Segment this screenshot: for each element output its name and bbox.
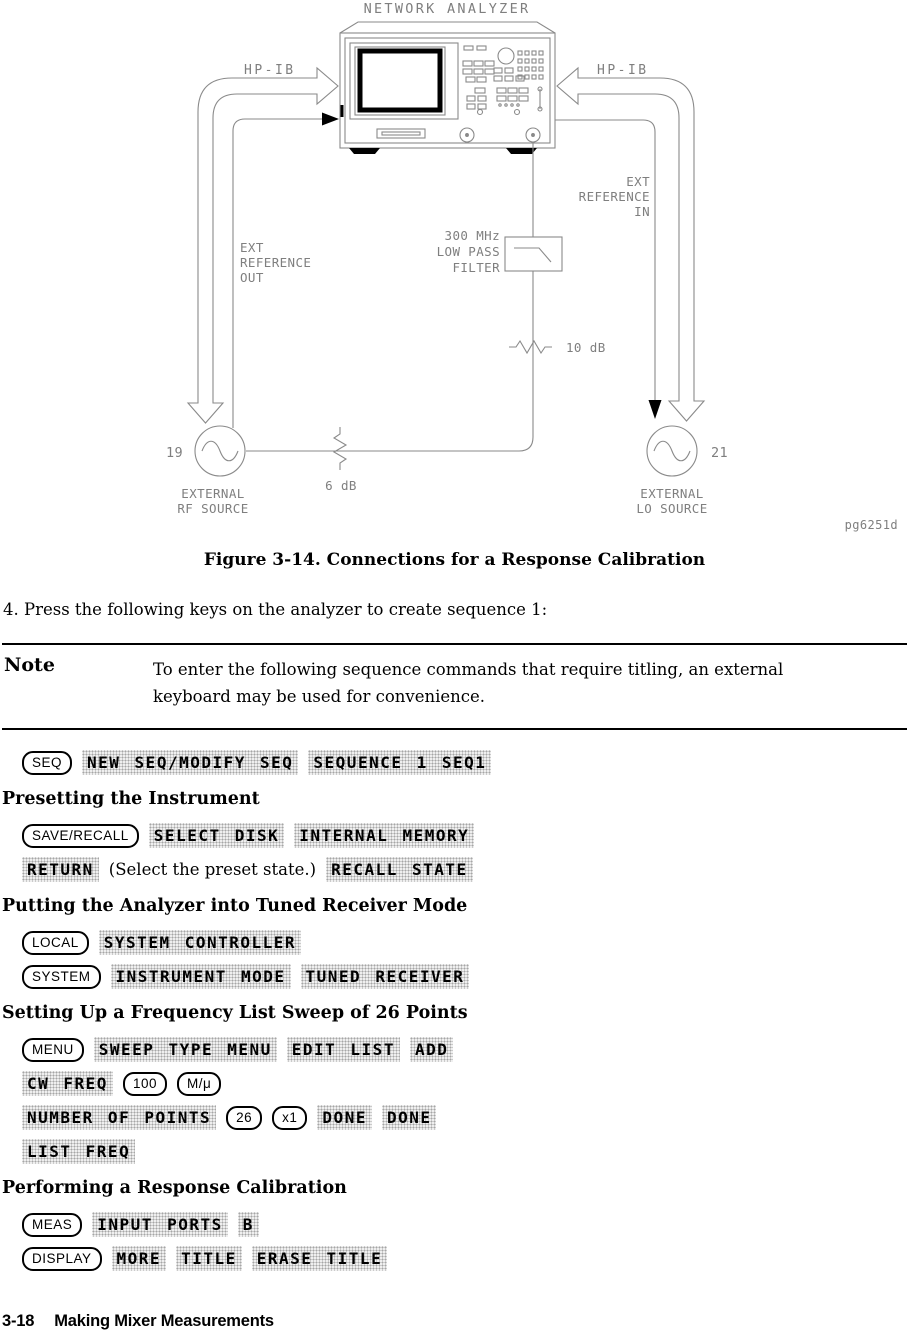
hardkey-system[interactable]: SYSTEM <box>22 965 101 989</box>
hardkey-m[interactable]: M/μ <box>177 1072 221 1096</box>
analyzer-top-face <box>340 22 555 33</box>
arrowhead-down <box>649 400 662 419</box>
softkey-tuned-receiver[interactable]: TUNED RECEIVER <box>301 964 470 989</box>
softkey-more[interactable]: MORE <box>112 1246 167 1271</box>
softkey-number-of-points[interactable]: NUMBER OF POINTS <box>22 1105 216 1130</box>
arrowhead-right <box>322 113 339 126</box>
low-pass-filter-box <box>505 237 562 271</box>
attenuator-6db-label: 6 dB <box>325 478 357 493</box>
note-line-1: To enter the following sequence commands that require titling, an external <box>153 660 784 679</box>
svg-text:REFERENCE: REFERENCE <box>578 189 650 204</box>
filter-label: 300 MHz <box>444 228 500 243</box>
svg-text:LO SOURCE: LO SOURCE <box>636 501 708 516</box>
disk-drive-slot <box>382 132 420 135</box>
disk-drive <box>377 129 425 138</box>
svg-text:LOW PASS: LOW PASS <box>436 244 500 259</box>
softkey-select-disk[interactable]: SELECT DISK <box>149 823 284 848</box>
step-4-text: 4. Press the following keys on the analyzer to create sequence 1: <box>3 600 548 619</box>
hardkey-seq[interactable]: SEQ <box>22 751 72 775</box>
section-heading-putting-the-analyzer-into-tuned-receiver-mode: Putting the Analyzer into Tuned Receiver Mode <box>2 896 468 917</box>
softkey-sweep-type-menu[interactable]: SWEEP TYPE MENU <box>94 1037 277 1062</box>
hpib-label-right: HP-IB <box>597 63 649 78</box>
softkey-done[interactable]: DONE <box>382 1105 437 1130</box>
svg-text:IN: IN <box>634 204 650 219</box>
note-box <box>2 643 907 730</box>
svg-text:FILTER: FILTER <box>452 260 500 275</box>
hardkey-x1[interactable]: x1 <box>272 1106 307 1130</box>
hardkey-meas[interactable]: MEAS <box>22 1213 82 1237</box>
key-sequence-row <box>0 857 909 882</box>
inline-instruction: (Select the preset state.) <box>108 860 317 880</box>
key-sequence-row <box>0 1071 909 1096</box>
softkey-done[interactable]: DONE <box>317 1105 372 1130</box>
ext-ref-out-label: EXT <box>240 240 264 255</box>
diagram-svg <box>0 0 909 540</box>
key-sequence-row <box>0 1212 909 1237</box>
panel-button <box>464 46 473 50</box>
softkey-recall-state[interactable]: RECALL STATE <box>326 857 473 882</box>
key-sequence-section <box>0 750 909 1271</box>
rf-source-number: 19 <box>165 445 183 461</box>
page-footer <box>2 1312 274 1331</box>
connection-diagram <box>0 0 909 540</box>
panel-left-mark <box>341 105 344 117</box>
softkey-add[interactable]: ADD <box>410 1037 453 1062</box>
key-sequence-row <box>0 823 909 848</box>
key-sequence-row <box>0 1246 909 1271</box>
ext-ref-in-line <box>555 120 655 400</box>
softkey-b[interactable]: B <box>238 1212 259 1237</box>
hardkey-100[interactable]: 100 <box>123 1072 167 1096</box>
lo-source-label: EXTERNAL <box>640 486 704 501</box>
key-sequence-row <box>0 1037 909 1062</box>
lo-source-number: 21 <box>711 445 729 461</box>
softkey-new-seq-modify-seq[interactable]: NEW SEQ/MODIFY SEQ <box>82 750 298 775</box>
key-sequence-row <box>0 1139 909 1164</box>
rpg-knob <box>498 48 514 64</box>
hardkey-display[interactable]: DISPLAY <box>22 1247 102 1271</box>
analyzer-foot <box>506 148 537 154</box>
softkey-internal-memory[interactable]: INTERNAL MEMORY <box>294 823 474 848</box>
softkey-instrument-mode[interactable]: INSTRUMENT MODE <box>111 964 291 989</box>
softkey-cw-freq[interactable]: CW FREQ <box>22 1071 113 1096</box>
hpib-cable-right <box>557 68 704 421</box>
softkey-system-controller[interactable]: SYSTEM CONTROLLER <box>99 930 301 955</box>
analyzer-foot <box>349 148 380 154</box>
entry-keys <box>467 88 528 109</box>
softkey-erase-title[interactable]: ERASE TITLE <box>252 1246 387 1271</box>
softkey-sequence-1-seq1[interactable]: SEQUENCE 1 SEQ1 <box>308 750 491 775</box>
attenuator-10db-label: 10 dB <box>566 340 606 355</box>
softkey-list-freq[interactable]: LIST FREQ <box>22 1139 135 1164</box>
page-number: 3-18 <box>2 1312 35 1330</box>
crt-screen <box>360 51 440 110</box>
figure-caption: Figure 3-14. Connections for a Response Calibration <box>203 550 706 570</box>
section-heading-presetting-the-instrument: Presetting the Instrument <box>2 789 260 810</box>
section-heading-performing-a-response-calibration: Performing a Response Calibration <box>2 1178 347 1199</box>
panel-led <box>478 110 483 115</box>
diagram-title: NETWORK ANALYZER <box>363 1 531 17</box>
hpib-label-left: HP-IB <box>244 63 296 78</box>
softkey-input-ports[interactable]: INPUT PORTS <box>92 1212 227 1237</box>
svg-text:OUT: OUT <box>240 270 264 285</box>
sine-icon <box>202 441 238 461</box>
section-heading-setting-up-a-frequency-list-sweep-of-26-points: Setting Up a Frequency List Sweep of 26 Points <box>2 1003 468 1024</box>
signal-line <box>246 271 533 451</box>
rf-source-label: EXTERNAL <box>181 486 245 501</box>
ext-ref-in-label: EXT <box>626 174 650 189</box>
key-sequence-row <box>0 1105 909 1130</box>
attenuator-10db-symbol <box>509 341 552 353</box>
svg-text:REFERENCE: REFERENCE <box>240 255 312 270</box>
hardkey-menu[interactable]: MENU <box>22 1038 84 1062</box>
hardkey-26[interactable]: 26 <box>226 1106 262 1130</box>
keypad-grid <box>518 51 543 79</box>
function-keys <box>463 61 524 82</box>
hardkey-local[interactable]: LOCAL <box>22 931 89 955</box>
panel-button <box>477 46 486 50</box>
softkey-edit-list[interactable]: EDIT LIST <box>287 1037 400 1062</box>
key-sequence-row <box>0 930 909 955</box>
plot-tag: pg6251d <box>844 518 898 532</box>
hardkey-save-recall[interactable]: SAVE/RECALL <box>22 824 139 848</box>
sine-icon <box>654 441 690 461</box>
note-label: Note <box>4 654 55 676</box>
chapter-title: Making Mixer Measurements <box>54 1312 274 1330</box>
attenuator-6db-symbol <box>334 427 346 470</box>
note-text <box>153 654 783 710</box>
key-sequence-row <box>0 750 909 775</box>
softkey-return[interactable]: RETURN <box>22 857 99 882</box>
softkey-title[interactable]: TITLE <box>176 1246 242 1271</box>
filter-response-curve <box>514 248 551 262</box>
panel-led <box>515 110 520 115</box>
svg-text:RF SOURCE: RF SOURCE <box>177 501 249 516</box>
key-sequence-row <box>0 964 909 989</box>
note-line-2: keyboard may be used for convenience. <box>153 686 486 706</box>
